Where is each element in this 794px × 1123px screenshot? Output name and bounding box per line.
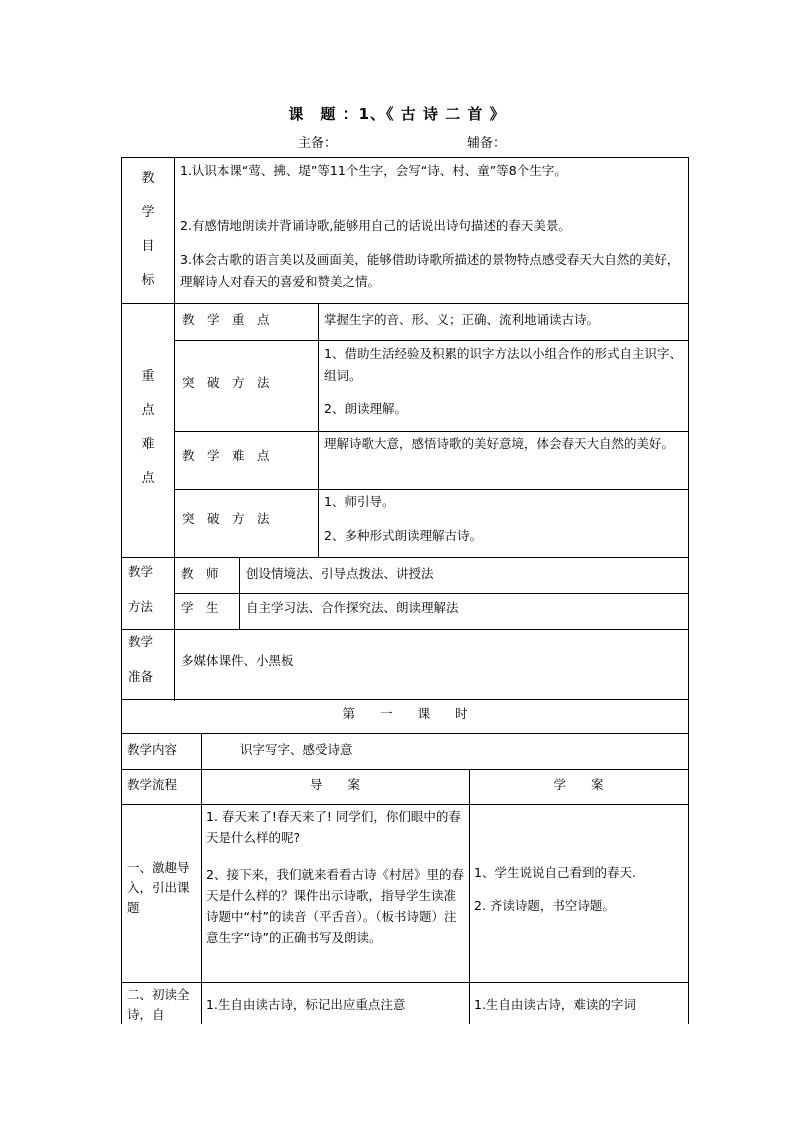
xuean-item: 1.生自由读古诗，难读的字词	[474, 997, 636, 1012]
content-text: 识字写字、感受诗意	[240, 742, 353, 757]
step-name: 一、激趣导入，引出课题	[127, 860, 190, 915]
methods-label-a: 教学	[128, 564, 154, 579]
teacher-label: 教 师	[181, 566, 219, 581]
nandian-label: 教 学 难 点	[182, 448, 270, 463]
nandian-text: 理解诗歌大意，感悟诗歌的美好意境，体会春天大自然的美好。	[324, 436, 675, 451]
page-title: 课 题 ：1、《 古 诗 二 首 》	[288, 105, 506, 123]
fubei-label: 辅备：	[467, 136, 507, 151]
tupo-label-2: 突 破 方 法	[182, 511, 270, 526]
prep-label-a: 教学	[128, 634, 154, 649]
student-label: 学 生	[181, 600, 219, 615]
zhongdian-text: 掌握生字的音、形、义；正确、流利地诵读古诗。	[324, 312, 600, 327]
tupo-item: 2、朗读理解。	[324, 401, 407, 416]
student-text: 自主学习法、合作探究法、朗读理解法	[246, 600, 459, 615]
goal-item: 2.有感情地朗读并背诵诗歌,能够用自己的话说出诗句描述的春天美景。	[180, 218, 571, 233]
key-points-label: 重 点 难 点	[141, 369, 155, 486]
prep-text: 多媒体课件、小黑板	[181, 653, 294, 668]
col-daoan: 导 案	[309, 777, 360, 792]
xuean-item: 2. 齐读诗题，书空诗题。	[474, 898, 615, 913]
tupo-item: 2、多种形式朗读理解古诗。	[324, 528, 482, 543]
prep-label-b: 准备	[128, 669, 154, 684]
tupo-label-1: 突 破 方 法	[182, 375, 270, 390]
methods-label-b: 方法	[128, 599, 154, 614]
zhongdian-label: 教 学 重 点	[182, 312, 270, 327]
daoan-item: 2、接下来，我们就来看看古诗《村居》里的春天是什么样的？课件出示诗歌，指导学生读准诗题中“村”的读音（平舌音）。（板书诗题）注意生字“诗”的正确书写及朗读。	[206, 867, 464, 945]
daoan-item: 1. 春天来了!春天来了! 同学们，你们眼中的春天是什么样的呢?	[206, 809, 461, 845]
zhubei-label: 主备：	[298, 136, 338, 151]
goal-item: 3.体会古歌的语言美以及画面美，能够借助诗歌所描述的景物特点感受春天大自然的美好，理解诗人对春天的喜爱和赞美之情。	[180, 252, 680, 289]
tupo-item: 1、借助生活经验及积累的识字方法以小组合作的形式自主识字、组词。	[324, 346, 682, 383]
content-label: 教学内容	[127, 742, 178, 757]
lesson-heading: 第 一 课 时	[342, 706, 468, 721]
daoan-item: 1.生自由读古诗，标记出应重点注意	[206, 997, 406, 1012]
xuean-item: 1、学生说说自己看到的春天.	[474, 865, 636, 880]
col-xuean: 学 案	[553, 777, 604, 792]
teacher-text: 创设情境法、引导点拨法、讲授法	[246, 566, 434, 581]
flow-label: 教学流程	[127, 777, 178, 792]
tupo-item: 1、师引导。	[324, 494, 395, 509]
goals-label: 教 学 目 标	[141, 171, 155, 288]
step-name: 二、初读全诗，自	[127, 987, 190, 1022]
goal-item: 1.认识本课“莺、拂、堤”等11个生字，会写“诗、村、童”等8个生字。	[180, 163, 567, 178]
